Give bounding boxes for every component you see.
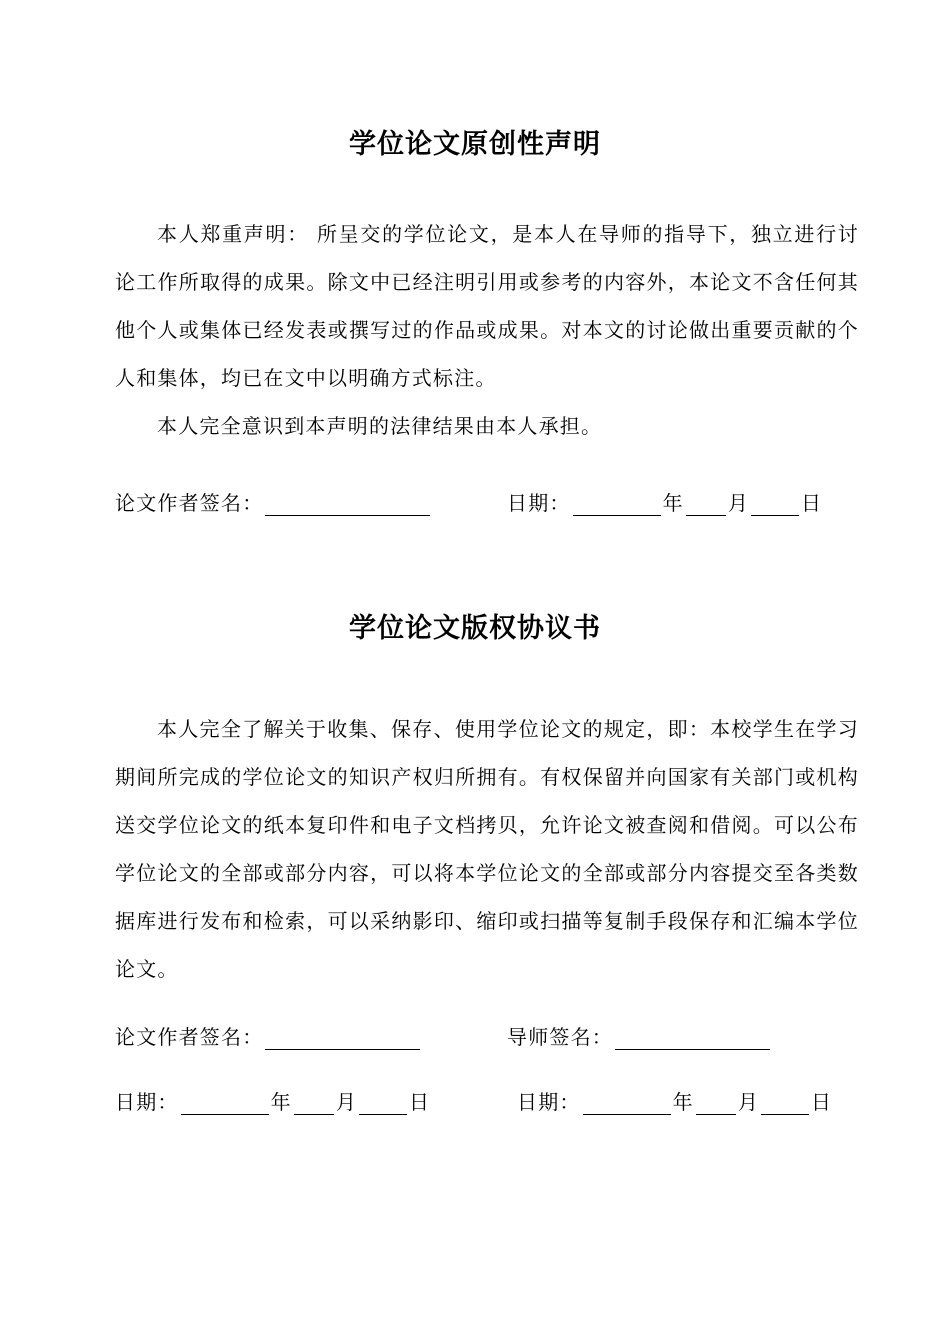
year-blank[interactable] (583, 1094, 671, 1115)
copyright-author-signature-line (115, 1022, 422, 1050)
date-label: 日期： (115, 1090, 179, 1114)
originality-paragraph-2: 本人完全意识到本声明的法律结果由本人承担。 (157, 414, 603, 438)
date-label: 日期： (517, 1090, 581, 1114)
author-signature-blank[interactable] (265, 1029, 420, 1050)
author-signature-label: 论文作者签名： (115, 491, 264, 515)
day-label: 日 (409, 1090, 431, 1114)
year-label: 年 (662, 491, 684, 515)
year-label: 年 (270, 1090, 292, 1114)
month-label: 月 (727, 491, 750, 515)
year-label: 年 (672, 1090, 694, 1114)
day-label: 日 (811, 1090, 833, 1114)
year-blank[interactable] (573, 495, 661, 516)
month-blank[interactable] (696, 1094, 736, 1115)
author-date-line (115, 1087, 430, 1115)
copyright-paragraph-1: 本人完全了解关于收集、保存、使用学位论文的规定，即：本校学生在学习期间所完成的学位论文的知识产权归所拥有。有权保留并向国家有关部门或机构送交学位论文的纸本复印件和电子文档拷贝，允许论文被查阅和借阅。可以公布学位论文的全部或部分内容，可以将本学位论文的全部或部分内容提交至各类数据库进行发布和检索，可以采纳影印、缩印或扫描等复制手段保存和汇编本学位论文。 (115, 717, 859, 981)
author-signature-label: 论文作者签名： (115, 1025, 264, 1049)
day-label: 日 (801, 491, 823, 515)
author-signature-blank[interactable] (265, 495, 430, 516)
date-label: 日期： (507, 491, 571, 515)
advisor-signature-blank[interactable] (615, 1029, 770, 1050)
day-blank[interactable] (761, 1094, 809, 1115)
day-blank[interactable] (359, 1094, 407, 1115)
advisor-signature-label: 导师签名： (507, 1025, 613, 1049)
originality-date-line (507, 488, 822, 516)
day-blank[interactable] (751, 495, 799, 516)
year-blank[interactable] (181, 1094, 269, 1115)
advisor-signature-line (507, 1022, 772, 1050)
advisor-date-line (517, 1087, 832, 1115)
originality-title: 学位论文原创性声明 (349, 129, 601, 160)
originality-paragraph-1: 本人郑重声明： 所呈交的学位论文，是本人在导师的指导下，独立进行讨论工作所取得的成果。除文中已经注明引用或参考的内容外，本论文不含任何其他个人或集体已经发表或撰写过的作品或成果。对本文的讨论做出重要贡献的个人和集体，均已在文中以明确方式标注。 (115, 222, 859, 390)
originality-author-signature-line (115, 488, 432, 516)
month-blank[interactable] (294, 1094, 334, 1115)
copyright-title: 学位论文版权协议书 (349, 613, 601, 644)
month-label: 月 (335, 1090, 358, 1114)
month-label: 月 (737, 1090, 760, 1114)
month-blank[interactable] (686, 495, 726, 516)
